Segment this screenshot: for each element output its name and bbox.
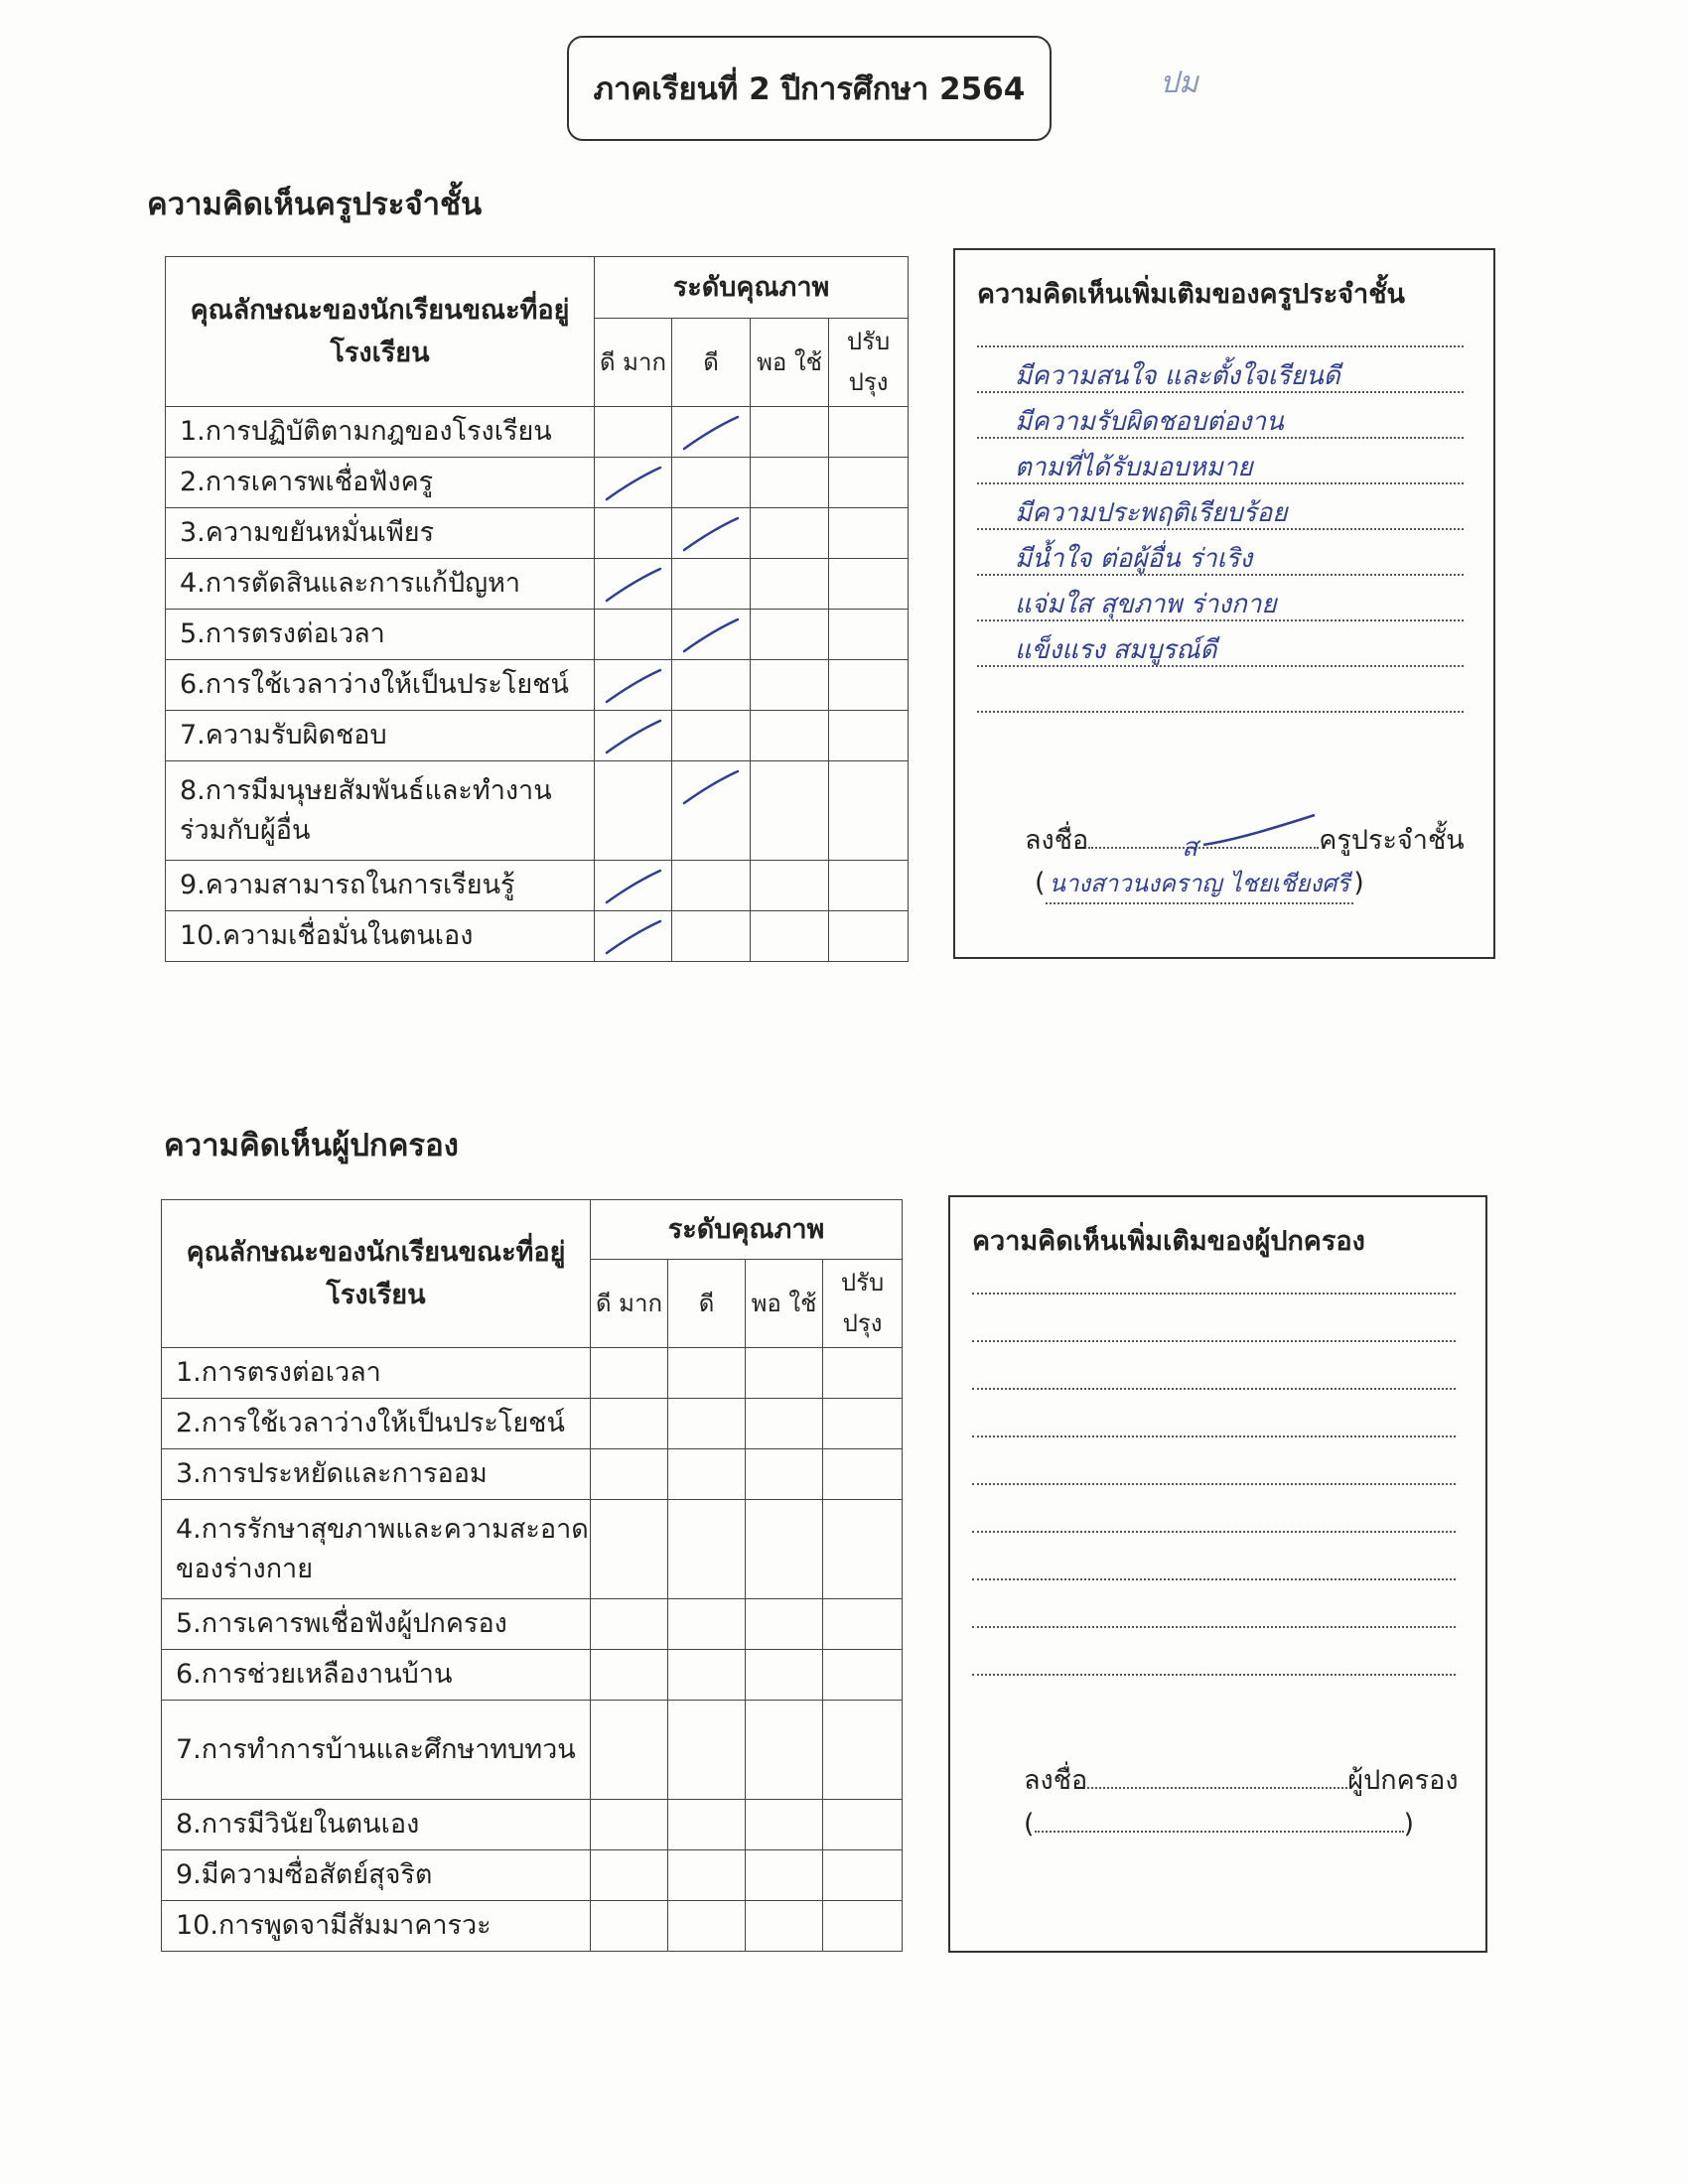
- check-mark-icon: [680, 413, 742, 453]
- rating-cell[interactable]: [746, 1901, 823, 1952]
- table-row: [162, 1850, 903, 1901]
- rating-cell[interactable]: [591, 1901, 668, 1952]
- characteristic-label: 4.การตัดสินและการแก้ปัญหา: [166, 559, 595, 610]
- rating-cell[interactable]: [823, 1399, 903, 1449]
- rating-cell[interactable]: [746, 1449, 823, 1500]
- rating-cell[interactable]: [668, 1399, 746, 1449]
- table-row: [166, 559, 909, 610]
- characteristic-label: 8.การมีวินัยในตนเอง: [162, 1800, 591, 1850]
- stamp-mark: ปม: [1160, 66, 1198, 100]
- table-row: [166, 911, 909, 962]
- rating-cell[interactable]: [668, 1500, 746, 1599]
- rating-cell[interactable]: [751, 660, 829, 711]
- table-row: [162, 1901, 903, 1952]
- check-mark-icon: [603, 666, 664, 706]
- rating-cell[interactable]: [751, 508, 829, 559]
- rating-cell[interactable]: [746, 1348, 823, 1399]
- rating-cell[interactable]: [746, 1850, 823, 1901]
- teacher-comment-box: [953, 248, 1495, 959]
- rating-cell[interactable]: [595, 861, 672, 911]
- rating-cell[interactable]: [829, 610, 909, 660]
- characteristic-label: 10.ความเชื่อมั่นในตนเอง: [166, 911, 595, 962]
- parent-signature-row: [1024, 1758, 1459, 1801]
- rating-cell[interactable]: [668, 1901, 746, 1952]
- rating-cell[interactable]: [595, 458, 672, 508]
- signature-stroke: [1199, 811, 1319, 851]
- rating-cell[interactable]: [823, 1348, 903, 1399]
- rating-cell[interactable]: [751, 761, 829, 861]
- rating-cell[interactable]: [746, 1800, 823, 1850]
- handwritten-comment: มีความประพฤติเรียบร้อย: [1015, 498, 1288, 528]
- handwritten-comment: ตามที่ได้รับมอบหมาย: [1015, 453, 1253, 482]
- comment-line[interactable]: [972, 1578, 1456, 1580]
- characteristic-header: คุณลักษณะของนักเรียนขณะที่อยู่โรงเรียน: [166, 257, 595, 407]
- rating-cell[interactable]: [591, 1701, 668, 1800]
- table-row: [166, 660, 909, 711]
- rating-cell[interactable]: [823, 1850, 903, 1901]
- rating-cell[interactable]: [591, 1800, 668, 1850]
- rating-cell[interactable]: [829, 458, 909, 508]
- teacher-signature: ส: [1182, 833, 1198, 863]
- rating-cell[interactable]: [672, 559, 751, 610]
- rating-cell[interactable]: [829, 861, 909, 911]
- rating-cell[interactable]: [672, 660, 751, 711]
- characteristic-label: 7.ความรับผิดชอบ: [166, 711, 595, 761]
- handwritten-comment: มีน้ำใจ ต่อผู้อื่น ร่าเริง: [1015, 544, 1253, 574]
- rating-cell[interactable]: [751, 911, 829, 962]
- teacher-comment-title: ความคิดเห็นเพิ่มเติมของครูประจำชั้น: [977, 279, 1405, 310]
- rating-cell[interactable]: [829, 508, 909, 559]
- rating-cell[interactable]: [829, 559, 909, 610]
- parent-comment-title: ความคิดเห็นเพิ่มเติมของผู้ปกครอง: [972, 1226, 1365, 1257]
- table-row: [162, 1449, 903, 1500]
- parent-name-line[interactable]: [1035, 1831, 1404, 1833]
- rating-cell[interactable]: [668, 1850, 746, 1901]
- rating-cell[interactable]: [746, 1599, 823, 1650]
- rating-cell[interactable]: [668, 1650, 746, 1701]
- level-good: ดี: [668, 1260, 746, 1348]
- close-paren: ): [1403, 1809, 1415, 1840]
- teacher-signature-line: [1088, 833, 1319, 863]
- characteristic-label: 9.ความสามารถในการเรียนรู้: [166, 861, 595, 911]
- handwritten-comment: มีความรับผิดชอบต่องาน: [1015, 407, 1284, 437]
- rating-cell[interactable]: [591, 1500, 668, 1599]
- comment-line[interactable]: [972, 1340, 1456, 1342]
- table-row: [162, 1348, 903, 1399]
- characteristic-header: คุณลักษณะของนักเรียนขณะที่อยู่โรงเรียน: [162, 1200, 591, 1348]
- comment-line[interactable]: [972, 1293, 1456, 1295]
- rating-cell[interactable]: [668, 1599, 746, 1650]
- characteristic-label: 1.การตรงต่อเวลา: [162, 1348, 591, 1399]
- table-row: [166, 407, 909, 458]
- level-fair: พอ ใช้: [751, 319, 829, 407]
- rating-cell[interactable]: [672, 911, 751, 962]
- table-row: [162, 1800, 903, 1850]
- sign-label: ลงชื่อ: [1025, 825, 1089, 856]
- rating-cell[interactable]: [672, 861, 751, 911]
- rating-cell[interactable]: [591, 1850, 668, 1901]
- check-mark-icon: [603, 565, 664, 605]
- rating-cell[interactable]: [823, 1800, 903, 1850]
- teacher-signature-row: [1025, 818, 1465, 861]
- check-mark-icon: [603, 464, 664, 503]
- rating-cell[interactable]: [668, 1800, 746, 1850]
- rating-cell[interactable]: [595, 508, 672, 559]
- table-row: [166, 610, 909, 660]
- parent-role: ผู้ปกครอง: [1347, 1765, 1459, 1796]
- characteristic-label: 5.การเคารพเชื่อฟังผู้ปกครอง: [162, 1599, 591, 1650]
- rating-cell[interactable]: [829, 711, 909, 761]
- level-fair: พอ ใช้: [746, 1260, 823, 1348]
- characteristic-label: 9.มีความซื่อสัตย์สุจริต: [162, 1850, 591, 1901]
- comment-line[interactable]: [972, 1531, 1456, 1533]
- table-row: [162, 1399, 903, 1449]
- table-row: [162, 1500, 903, 1599]
- rating-cell[interactable]: [751, 458, 829, 508]
- quality-level-header: ระดับคุณภาพ: [591, 1200, 903, 1260]
- characteristic-label: 2.การใช้เวลาว่างให้เป็นประโยชน์: [162, 1399, 591, 1449]
- table-row: [162, 1599, 903, 1650]
- rating-cell[interactable]: [595, 610, 672, 660]
- parent-name-row: [1024, 1809, 1414, 1840]
- rating-cell[interactable]: [746, 1399, 823, 1449]
- parent-comment-box: [948, 1195, 1487, 1953]
- rating-cell[interactable]: [591, 1348, 668, 1399]
- check-mark-icon: [603, 867, 664, 906]
- rating-cell[interactable]: [672, 761, 751, 861]
- rating-cell[interactable]: [823, 1901, 903, 1952]
- check-mark-icon: [680, 615, 742, 655]
- sign-label: ลงชื่อ: [1024, 1765, 1088, 1796]
- rating-cell[interactable]: [595, 711, 672, 761]
- rating-cell[interactable]: [672, 610, 751, 660]
- rating-cell[interactable]: [591, 1650, 668, 1701]
- rating-cell[interactable]: [672, 508, 751, 559]
- characteristic-label: 6.การใช้เวลาว่างให้เป็นประโยชน์: [166, 660, 595, 711]
- check-mark-icon: [680, 514, 742, 554]
- rating-cell[interactable]: [595, 559, 672, 610]
- comment-line[interactable]: [972, 1388, 1456, 1390]
- rating-cell[interactable]: [672, 711, 751, 761]
- rating-cell[interactable]: [672, 407, 751, 458]
- rating-cell[interactable]: [668, 1348, 746, 1399]
- rating-cell[interactable]: [829, 407, 909, 458]
- handwritten-comment: มีความสนใจ และตั้งใจเรียนดี: [1015, 361, 1340, 391]
- table-row: [162, 1701, 903, 1800]
- level-improve: ปรับ ปรุง: [829, 319, 909, 407]
- characteristic-label: 7.การทำการบ้านและศึกษาทบทวน: [162, 1701, 591, 1800]
- check-mark-icon: [680, 767, 742, 807]
- table-row: [166, 711, 909, 761]
- open-paren: (: [1024, 1809, 1035, 1840]
- table-row: [166, 508, 909, 559]
- table-row: [166, 458, 909, 508]
- handwritten-comment: แข็งแรง สมบูรณ์ดี: [1015, 635, 1217, 665]
- parent-signature-line[interactable]: [1087, 1787, 1347, 1789]
- characteristic-label: 3.ความขยันหมั่นเพียร: [166, 508, 595, 559]
- rating-cell[interactable]: [823, 1599, 903, 1650]
- rating-cell[interactable]: [829, 911, 909, 962]
- rating-cell[interactable]: [746, 1650, 823, 1701]
- comment-line[interactable]: [977, 711, 1464, 713]
- teacher-name: นางสาวนงคราญ ไชยเชียงศรี: [1046, 864, 1354, 904]
- comment-line[interactable]: [972, 1435, 1456, 1437]
- teacher-role: ครูประจำชั้น: [1319, 825, 1465, 856]
- rating-cell[interactable]: [591, 1599, 668, 1650]
- teacher-name-row: ( นางสาวนงคราญ ไชยเชียงศรี ): [1035, 864, 1364, 904]
- rating-cell[interactable]: [823, 1650, 903, 1701]
- rating-cell[interactable]: [751, 610, 829, 660]
- characteristic-label: 2.การเคารพเชื่อฟังครู: [166, 458, 595, 508]
- characteristic-label: 1.การปฏิบัติตามกฎของโรงเรียน: [166, 407, 595, 458]
- rating-cell[interactable]: [829, 660, 909, 711]
- comment-line[interactable]: [972, 1674, 1456, 1676]
- characteristic-label: 10.การพูดจามีสัมมาคารวะ: [162, 1901, 591, 1952]
- comment-line[interactable]: [977, 345, 1464, 347]
- rating-cell[interactable]: [595, 660, 672, 711]
- rating-cell[interactable]: [595, 911, 672, 962]
- characteristic-label: 6.การช่วยเหลืองานบ้าน: [162, 1650, 591, 1701]
- rating-cell[interactable]: [751, 559, 829, 610]
- comment-line[interactable]: [972, 1626, 1456, 1628]
- rating-cell[interactable]: [746, 1701, 823, 1800]
- handwritten-comment: แจ่มใส สุขภาพ ร่างกาย: [1015, 590, 1277, 619]
- parent-section-title: ความคิดเห็นผู้ปกครอง: [164, 1128, 459, 1163]
- rating-cell[interactable]: [751, 407, 829, 458]
- quality-level-header: ระดับคุณภาพ: [595, 257, 909, 319]
- characteristic-label: 3.การประหยัดและการออม: [162, 1449, 591, 1500]
- rating-cell[interactable]: [829, 761, 909, 861]
- characteristic-label: 8.การมีมนุษยสัมพันธ์และทำงานร่วมกับผู้อื่น: [166, 761, 595, 861]
- rating-cell[interactable]: [751, 711, 829, 761]
- rating-cell[interactable]: [668, 1701, 746, 1800]
- table-row: [162, 1650, 903, 1701]
- level-very-good: ดี มาก: [595, 319, 672, 407]
- rating-cell[interactable]: [672, 458, 751, 508]
- rating-cell[interactable]: [595, 407, 672, 458]
- teacher-section-title: ความคิดเห็นครูประจำชั้น: [147, 187, 483, 222]
- teacher-rating-table: [165, 256, 909, 962]
- level-good: ดี: [672, 319, 751, 407]
- characteristic-label: 5.การตรงต่อเวลา: [166, 610, 595, 660]
- rating-cell[interactable]: [668, 1449, 746, 1500]
- characteristic-label: 4.การรักษาสุขภาพและความสะอาดของร่างกาย: [162, 1500, 591, 1599]
- check-mark-icon: [603, 717, 664, 756]
- semester-title: ภาคเรียนที่ 2 ปีการศึกษา 2564: [567, 36, 1052, 141]
- comment-line[interactable]: [972, 1483, 1456, 1485]
- table-row: [166, 761, 909, 861]
- rating-cell[interactable]: [591, 1399, 668, 1449]
- level-very-good: ดี มาก: [591, 1260, 668, 1348]
- parent-rating-table: [161, 1199, 903, 1952]
- level-improve: ปรับ ปรุง: [823, 1260, 903, 1348]
- rating-cell[interactable]: [823, 1500, 903, 1599]
- table-row: [166, 861, 909, 911]
- rating-cell[interactable]: [823, 1701, 903, 1800]
- rating-cell[interactable]: [751, 861, 829, 911]
- rating-cell[interactable]: [823, 1449, 903, 1500]
- rating-cell[interactable]: [746, 1500, 823, 1599]
- check-mark-icon: [603, 917, 664, 957]
- rating-cell[interactable]: [591, 1449, 668, 1500]
- rating-cell[interactable]: [595, 761, 672, 861]
